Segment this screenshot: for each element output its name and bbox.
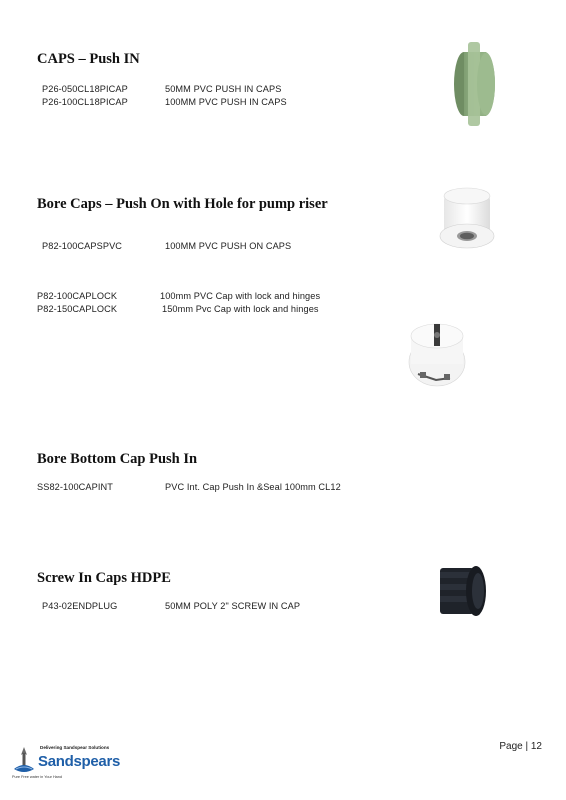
section-title-bore-caps-push-on: Bore Caps – Push On with Hole for pump riser xyxy=(37,196,328,212)
product-code: P26-100CL18PICAP xyxy=(42,97,128,107)
product-code: P82-100CAPLOCK xyxy=(37,291,118,301)
page-number: Page | 12 xyxy=(499,741,542,752)
section-title-caps-push-in: CAPS – Push IN xyxy=(37,51,140,67)
section-title-bore-bottom-cap: Bore Bottom Cap Push In xyxy=(37,451,198,467)
table-row xyxy=(42,84,342,96)
table-row xyxy=(37,291,357,303)
table-row xyxy=(42,97,342,109)
product-code: P82-100CAPSPVC xyxy=(42,241,123,251)
product-code: P26-050CL18PICAP xyxy=(42,84,128,94)
product-description: 50MM PVC PUSH IN CAPS xyxy=(165,84,282,94)
product-code: P43-02ENDPLUG xyxy=(42,601,118,611)
sandspears-logo xyxy=(10,745,120,787)
table-row xyxy=(42,241,342,253)
product-description: 100MM PVC PUSH IN CAPS xyxy=(165,97,287,107)
product-description: PVC Int. Cap Push In &Seal 100mm CL12 xyxy=(165,482,341,492)
product-description: 50MM POLY 2" SCREW IN CAP xyxy=(165,601,301,611)
product-description: 150mm Pvc Cap with lock and hinges xyxy=(162,304,319,314)
product-description: 100mm PVC Cap with lock and hinges xyxy=(160,291,321,301)
table-row xyxy=(42,601,342,613)
product-description: 100MM PVC PUSH ON CAPS xyxy=(165,241,292,251)
logo-name: Sandspears xyxy=(38,753,121,770)
white-lock-cap-image xyxy=(406,318,468,390)
sandspears-logo-icon xyxy=(10,745,38,775)
product-code: P82-150CAPLOCK xyxy=(37,304,118,314)
green-push-in-cap-image xyxy=(448,40,504,128)
logo-tagline: Delivering Sandspear Solutions xyxy=(40,745,110,750)
white-push-on-cap-image xyxy=(436,186,498,250)
logo-subtitle: Pure Free water in Your Hand xyxy=(12,775,63,779)
product-code: SS82-100CAPINT xyxy=(37,482,113,492)
table-row xyxy=(37,304,357,316)
table-row xyxy=(37,482,377,494)
section-title-screw-in-caps: Screw In Caps HDPE xyxy=(37,570,171,586)
black-screw-cap-image xyxy=(434,562,490,620)
